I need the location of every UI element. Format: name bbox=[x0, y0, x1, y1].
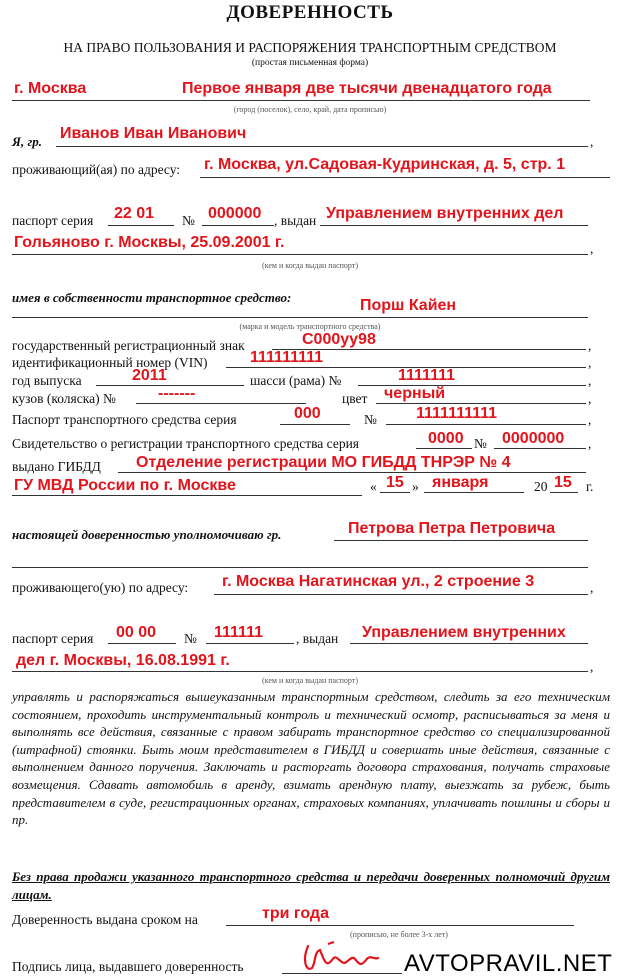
agent-address-label: проживающего(ую) по адресу: bbox=[12, 580, 189, 595]
agent-issued-line-1 bbox=[350, 643, 588, 644]
issue-year-prefix: 20 bbox=[534, 479, 548, 494]
issue-year-line bbox=[550, 492, 578, 493]
cert-number-line bbox=[494, 448, 586, 449]
color-line bbox=[376, 403, 586, 404]
date-value: Первое января две тысячи двенадцатого года bbox=[182, 80, 552, 97]
pts-series: 000 bbox=[294, 405, 321, 422]
cert-number: 0000000 bbox=[502, 430, 565, 447]
principal-series-line bbox=[108, 225, 174, 226]
pts-number-sign: № bbox=[364, 412, 377, 427]
agent-name-line-2 bbox=[12, 567, 588, 568]
gibdd-line-2 bbox=[12, 495, 362, 496]
gibdd-value-2: ГУ МВД России по г. Москве bbox=[14, 477, 236, 494]
agent-issued-note: (кем и когда выдан паспорт) bbox=[261, 676, 358, 685]
agent-address: г. Москва Нагатинская ул., 2 строение 3 bbox=[222, 573, 535, 590]
reg-label: государственный регистрационный знак bbox=[12, 338, 245, 353]
agent-passport-label: паспорт серия bbox=[12, 631, 94, 646]
principal-number-sign: № bbox=[182, 213, 195, 228]
year-value: 2011 bbox=[132, 367, 167, 384]
color-label: цвет bbox=[342, 391, 368, 406]
vehicle-model-line bbox=[12, 317, 588, 318]
pts-series-line bbox=[280, 424, 350, 425]
issue-month-line bbox=[424, 492, 524, 493]
agent-number-sign: № bbox=[184, 631, 197, 646]
body-label: кузов (коляска) № bbox=[12, 391, 116, 406]
restriction-text: Без права продажи указанного транспортного средства и передачи доверенных полномочий другим лицам. bbox=[12, 869, 610, 902]
pts-number: 1111111111 bbox=[416, 405, 498, 422]
principal-passport-label: паспорт серия bbox=[12, 213, 94, 228]
term-label: Доверенность выдана сроком на bbox=[12, 912, 198, 927]
chassis-value: 1111111 bbox=[398, 367, 455, 384]
agent-issued-line-2 bbox=[12, 671, 588, 672]
pts-label: Паспорт транспортного средства серия bbox=[12, 412, 237, 427]
gibdd-line-1 bbox=[118, 472, 586, 473]
principal-issued-line-1 bbox=[320, 225, 588, 226]
gibdd-value-1: Отделение регистрации МО ГИБДД ТНРЭР № 4 bbox=[136, 454, 511, 471]
document-subtitle: НА ПРАВО ПОЛЬЗОВАНИЯ И РАСПОРЯЖЕНИЯ ТРАНСПОРТНЫМ СРЕДСТВОМ bbox=[63, 40, 557, 55]
issue-month: января bbox=[432, 474, 489, 491]
watermark-brand: AVTOPRAVIL.NET bbox=[404, 950, 613, 977]
agent-passport-series: 00 00 bbox=[116, 624, 157, 641]
vehicle-heading: имея в собственности транспортное средство: bbox=[12, 290, 292, 305]
principal-issued-by-1: Управлением внутренних дел bbox=[326, 205, 564, 222]
vehicle-model-note: (марка и модель транспортного средства) bbox=[239, 322, 381, 331]
term-note: (прописью, не более 3-х лет) bbox=[350, 930, 448, 939]
principal-number-line bbox=[202, 225, 274, 226]
principal-name-line bbox=[56, 146, 588, 147]
vehicle-model: Порш Кайен bbox=[360, 297, 457, 314]
agent-series-line bbox=[108, 643, 176, 644]
quote-open: « bbox=[370, 479, 377, 494]
principal-passport-series: 22 01 bbox=[114, 205, 155, 222]
agent-issued-label: , выдан bbox=[296, 631, 339, 646]
issue-day: 15 bbox=[386, 474, 404, 491]
issue-day-line bbox=[380, 492, 410, 493]
powers-paragraph: управлять и распоряжаться вышеуказанным транспортным средством, следить за его техническим состоянием, проходить инструментальный контроль и технический осмотр, расписываться за меня и выполнять все действия, связанные с правом забирать транспортное средство со специализированной (штрафной) стоянки. Быть моим представителем в ГИБДД и совершать иные действия, связанные с выполнением данного поручения. Заключать и расторгать договора страхования, получать страховые возмещения. Сдавать автомобиль в аренду, взимать арендную плату, выезжать за рубеж, быть представителем в суде, регистрационных органах, страховых компаниях, уплачивать пошлины и сборы и пр. bbox=[12, 689, 610, 828]
pts-number-line bbox=[386, 424, 586, 425]
cert-series: 0000 bbox=[428, 430, 464, 447]
agent-issued-by-2: дел г. Москвы, 16.08.1991 г. bbox=[16, 652, 230, 669]
principal-issued-by-2: Гольяново г. Москвы, 25.09.2001 г. bbox=[14, 234, 285, 251]
principal-prefix: Я, гр. bbox=[12, 134, 43, 149]
signature-label: Подпись лица, выдавшего доверенность bbox=[12, 959, 244, 974]
principal-issued-label: , выдан bbox=[274, 213, 317, 228]
term-value: три года bbox=[262, 905, 329, 922]
form-note: (простая письменная форма) bbox=[251, 58, 369, 68]
handwritten-signature bbox=[298, 938, 382, 978]
agent-issued-by-1: Управлением внутренних bbox=[362, 624, 566, 641]
agent-number-line bbox=[206, 643, 294, 644]
term-line bbox=[226, 925, 574, 926]
vin-value: 111111111 bbox=[250, 349, 324, 366]
reg-value: С000уу98 bbox=[302, 331, 376, 348]
agent-name: Петрова Петра Петровича bbox=[348, 520, 556, 537]
principal-issued-line-2 bbox=[12, 254, 588, 255]
place-date-line bbox=[12, 100, 590, 101]
cert-number-sign: № bbox=[474, 436, 487, 451]
principal-address-line bbox=[200, 177, 610, 178]
body-line bbox=[136, 403, 306, 404]
principal-address-label: проживающий(ая) по адресу: bbox=[12, 162, 181, 177]
agent-label: настоящей доверенностью уполномочиваю гр. bbox=[12, 527, 282, 542]
year-g: г. bbox=[586, 479, 594, 494]
city-value: г. Москва bbox=[14, 80, 87, 97]
color-value: черный bbox=[384, 385, 446, 402]
body-value: ------- bbox=[158, 385, 196, 402]
principal-issued-note: (кем и когда выдан паспорт) bbox=[261, 261, 358, 270]
place-date-note: (город (поселок), село, край, дата прописью) bbox=[233, 105, 387, 114]
agent-name-line bbox=[334, 540, 588, 541]
agent-address-line bbox=[214, 594, 588, 595]
gibdd-label: выдано ГИБДД bbox=[12, 459, 101, 474]
document-title: ДОВЕРЕННОСТЬ bbox=[226, 2, 394, 23]
year-label: год выпуска bbox=[12, 373, 82, 388]
principal-passport-number: 000000 bbox=[208, 205, 262, 222]
chassis-label: шасси (рама) № bbox=[250, 373, 342, 388]
issue-year-suffix: 15 bbox=[554, 474, 572, 491]
cert-label: Свидетельство о регистрации транспортного средства серия bbox=[12, 436, 360, 451]
cert-series-line bbox=[416, 448, 472, 449]
quote-close: » bbox=[412, 479, 419, 494]
principal-address: г. Москва, ул.Садовая-Кудринская, д. 5, стр. 1 bbox=[204, 156, 566, 173]
agent-passport-number: 111111 bbox=[214, 624, 263, 641]
principal-name: Иванов Иван Иванович bbox=[60, 125, 247, 142]
vin-label: идентификационный номер (VIN) bbox=[12, 355, 208, 370]
